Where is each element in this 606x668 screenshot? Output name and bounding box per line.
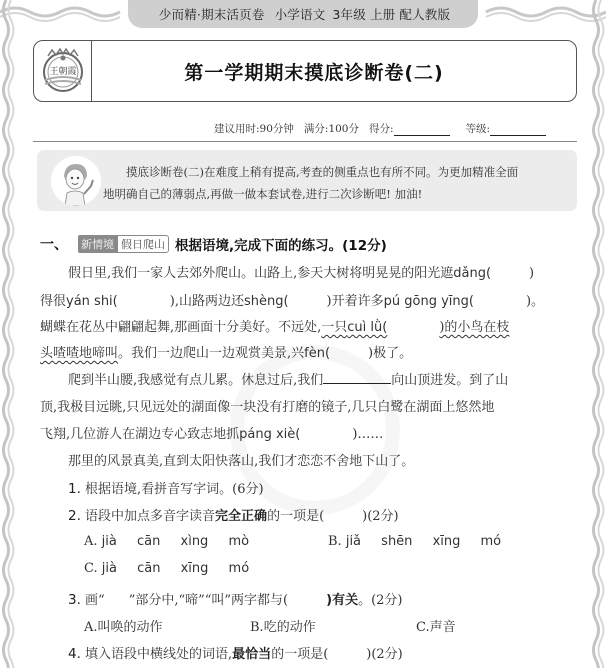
question-number: 1. bbox=[68, 481, 81, 497]
pinyin-dang: dǎng( bbox=[453, 266, 492, 281]
grade: 3年级 bbox=[332, 7, 366, 22]
option-label: A. bbox=[84, 620, 98, 635]
passage-text: )…… bbox=[352, 427, 384, 442]
pinyin: xīng bbox=[432, 534, 461, 549]
full-score: 满分:100分 bbox=[303, 123, 359, 135]
question-text: 。(2分) bbox=[358, 593, 403, 608]
wavy-underlined-text bbox=[321, 320, 509, 335]
page-title: 第一学期期末摸底诊断卷(二) bbox=[184, 61, 444, 84]
score-label: 得分: bbox=[369, 123, 394, 135]
passage-text: 向山顶进发。到了山 bbox=[391, 373, 509, 388]
option-label: B. bbox=[250, 620, 264, 635]
option-2c[interactable] bbox=[84, 561, 265, 576]
question-number: 4. bbox=[68, 646, 81, 662]
wavy-line-sample bbox=[105, 593, 129, 608]
wavy-border-right bbox=[590, 0, 606, 668]
fill-in-line[interactable] bbox=[323, 370, 391, 384]
emphasis-text: 完全正确 bbox=[215, 509, 268, 524]
subject: 小学语文 bbox=[274, 7, 326, 22]
passage-line-6 bbox=[40, 396, 580, 415]
pinyin: mò bbox=[228, 534, 250, 549]
pinyin: shēn bbox=[381, 534, 413, 549]
question-4 bbox=[68, 643, 403, 662]
option-2b[interactable] bbox=[328, 534, 517, 549]
option-text: 叫唤的动作 bbox=[97, 620, 163, 635]
passage-text: )极了。 bbox=[368, 346, 413, 361]
series-name: 少而精·期末活页卷 bbox=[158, 7, 265, 22]
passage-text: 爬到半山腰,我感觉有点儿累。休息过后,我们 bbox=[68, 373, 324, 388]
pinyin-cuilv: cuì lǜ( bbox=[347, 320, 388, 335]
question-text: 的一项是( bbox=[267, 509, 325, 524]
passage-line-8 bbox=[68, 450, 606, 469]
passage-text: 那里的风景真美,直到太阳快落山,我们才恋恋不舍地下山了。 bbox=[68, 454, 415, 469]
option-3c[interactable] bbox=[416, 616, 456, 635]
question-text: )(2分) bbox=[362, 509, 399, 524]
option-label: C. bbox=[416, 620, 430, 635]
passage-text: )。 bbox=[525, 294, 545, 309]
passage-text: 飞翔,几位游人在湖边专心致志地抓 bbox=[40, 427, 240, 442]
option-2a[interactable] bbox=[84, 534, 265, 549]
intro-line-1: 摸底诊断卷(二)在难度上稍有提高,考查的侧重点也有所不同。为更加精准全面 bbox=[126, 165, 519, 179]
title-box bbox=[33, 40, 577, 102]
emphasis-text: )有关 bbox=[326, 593, 359, 608]
intro-text bbox=[103, 161, 568, 205]
logo-cell bbox=[34, 41, 92, 101]
passage-line-7 bbox=[40, 423, 580, 442]
passage-text: ) bbox=[529, 266, 535, 281]
question-text: 画“ bbox=[85, 593, 105, 608]
option-text: 声音 bbox=[429, 620, 456, 635]
section-1-heading bbox=[40, 234, 387, 254]
pinyin: xìng bbox=[180, 534, 209, 549]
question-number: 3. bbox=[68, 592, 81, 608]
new-context-tag: 新情境 bbox=[78, 235, 117, 253]
option-label: A. bbox=[84, 534, 98, 549]
passage-text: 一只 bbox=[321, 320, 348, 335]
wavy-underlined-text: 头喳喳地啼叫 bbox=[40, 346, 119, 361]
option-3a[interactable] bbox=[84, 616, 163, 635]
passage-text: 得很 bbox=[40, 294, 67, 309]
passage-line-3 bbox=[40, 316, 580, 335]
pinyin-pugongying: pú gōng yīng( bbox=[383, 294, 474, 309]
question-text: 填入语段中横线处的词语, bbox=[85, 647, 233, 662]
pinyin: mó bbox=[228, 561, 250, 576]
pinyin: cān bbox=[137, 561, 161, 576]
passage-text: 蝴蝶在花丛中翩翩起舞,那画面十分美好。不远处, bbox=[40, 320, 322, 335]
brand-logo-icon bbox=[40, 46, 86, 96]
passage-text: 假日里,我们一家人去郊外爬山。山路上,参天大树将明晃晃的阳光遮 bbox=[68, 266, 454, 281]
edition: 配人教版 bbox=[399, 7, 451, 22]
question-text: 语段中加点多音字读音 bbox=[85, 509, 216, 524]
passage-text: 。我们一边爬山一边观赏美景,兴 bbox=[118, 346, 305, 361]
suggested-time: 建议用时:90分钟 bbox=[214, 123, 294, 135]
passage-text: )的小鸟在枝 bbox=[439, 320, 510, 335]
question-text: )(2分) bbox=[366, 647, 403, 662]
exam-meta bbox=[214, 121, 546, 136]
volume: 上册 bbox=[369, 7, 396, 22]
section-instruction: 根据语境,完成下面的练习。(12分) bbox=[175, 238, 387, 254]
passage-text: 顶,我极目远眺,只见远处的湖面像一块没有打磨的镜子,几只白鹭在湖面上悠然地 bbox=[40, 400, 495, 415]
emphasis-text: 最恰当 bbox=[232, 647, 272, 662]
option-label: C. bbox=[84, 561, 98, 576]
wavy-border-left bbox=[0, 0, 16, 668]
question-number: 2. bbox=[68, 508, 81, 524]
topic-tag: 假日爬山 bbox=[117, 235, 169, 253]
passage-text: ),山路两边还 bbox=[169, 294, 244, 309]
question-3 bbox=[68, 589, 403, 608]
section-number: 一、 bbox=[40, 237, 68, 253]
pinyin-sheng: shèng( bbox=[243, 294, 289, 309]
passage-line-5 bbox=[68, 369, 606, 388]
question-text: 根据语境,看拼音写字词。(6分) bbox=[85, 482, 264, 497]
grade-label: 等级: bbox=[465, 123, 491, 135]
option-3b[interactable] bbox=[250, 616, 316, 635]
pinyin: jiǎ bbox=[345, 534, 362, 549]
pinyin: mó bbox=[480, 534, 502, 549]
divider bbox=[33, 141, 577, 142]
pinyin: jià bbox=[101, 561, 117, 576]
pinyin-fen: fèn( bbox=[304, 346, 331, 361]
intro-box bbox=[37, 150, 577, 211]
series-header bbox=[128, 0, 478, 28]
option-text: 吃的动作 bbox=[263, 620, 316, 635]
pinyin: xīng bbox=[180, 561, 209, 576]
question-1 bbox=[68, 478, 264, 497]
grade-field[interactable] bbox=[490, 124, 546, 136]
question-text: 的一项是( bbox=[271, 647, 329, 662]
svg-text:王朝霞: 王朝霞 bbox=[48, 67, 77, 77]
pinyin-yanshi: yán shi( bbox=[66, 294, 118, 309]
option-label: B. bbox=[328, 534, 342, 549]
intro-line-2: 地明确自己的薄弱点,再做一做本套试卷,进行二次诊断吧! 加油! bbox=[103, 187, 423, 201]
score-field[interactable] bbox=[394, 124, 450, 136]
pinyin: cān bbox=[137, 534, 161, 549]
passage-text: )开着许多 bbox=[326, 294, 384, 309]
passage-line-2 bbox=[40, 290, 580, 309]
passage-line-1 bbox=[68, 262, 606, 281]
pinyin-pangxie: páng xiè( bbox=[239, 427, 301, 442]
question-text: ”部分中,“啼”“叫”两字都与( bbox=[128, 593, 289, 608]
passage-line-4 bbox=[40, 342, 580, 361]
pinyin: jià bbox=[101, 534, 117, 549]
question-2 bbox=[68, 505, 399, 524]
